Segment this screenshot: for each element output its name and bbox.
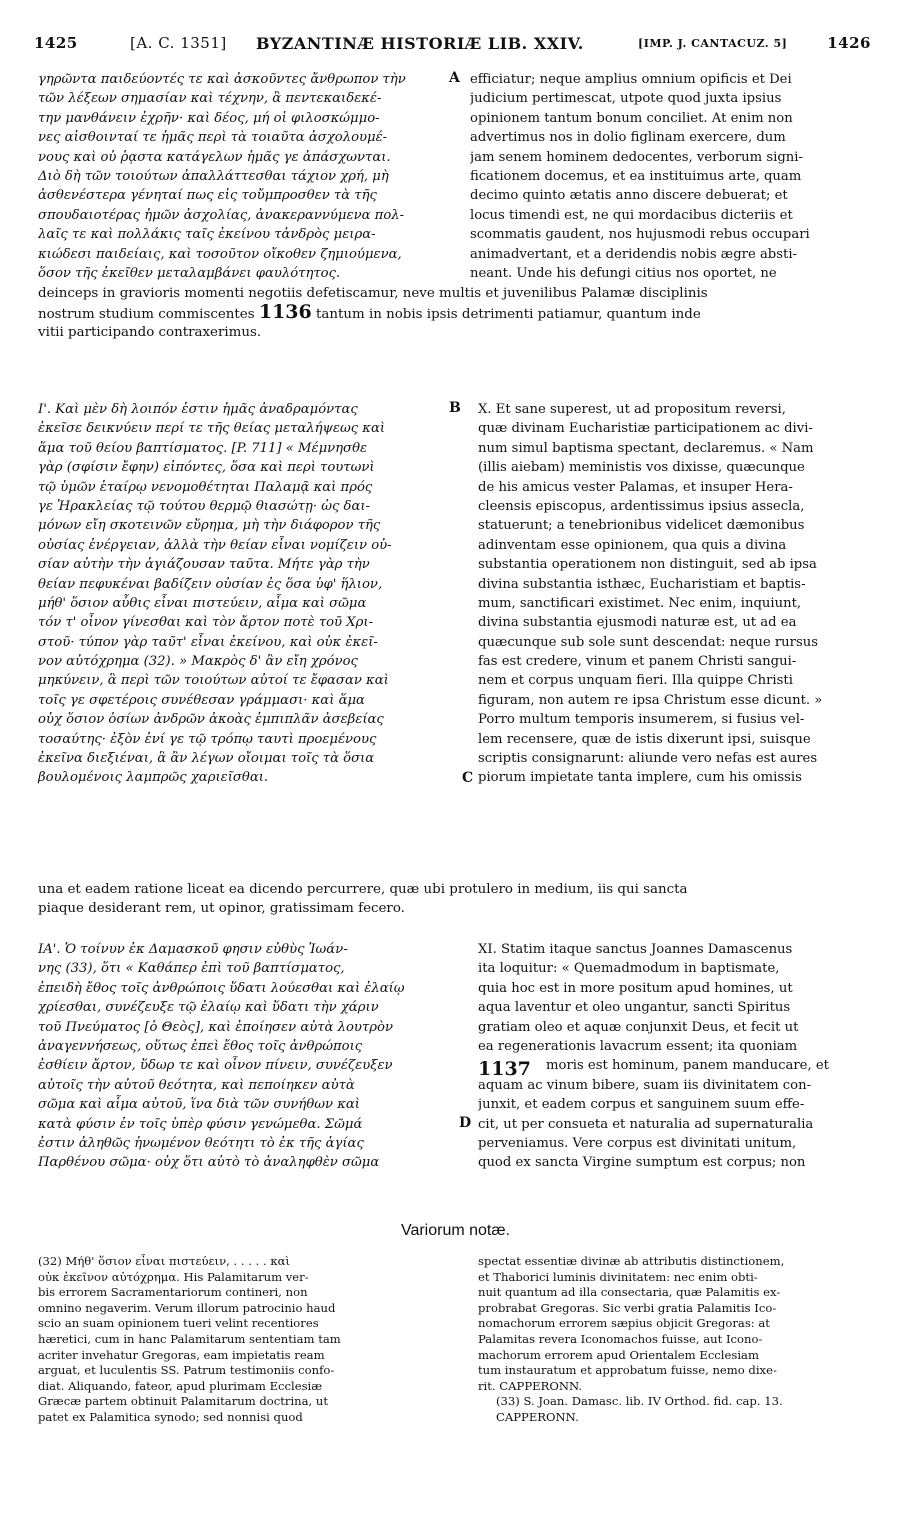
text-line: οὐκ ἐκεῖνον αὐτόχρημα. His Palamitarum ver- — [38, 1269, 309, 1284]
text-line: κιώδεσι παιδείαις, καὶ τοσοῦτον οἴκοθεν ζημιούμενα, — [38, 246, 402, 262]
text-line: τοῖς γε σφετέροις συνέθεσαν γράμμασι· καὶ ἅμα — [38, 692, 365, 708]
right-page-number: 1426 — [827, 34, 871, 52]
text-line: Ι'. Καὶ μὲν δὴ λοιπόν ἐστιν ἡμᾶς ἀναδραμόντας — [38, 402, 358, 417]
text-line: ἐκεῖνα διεξιέναι, ἃ ἂν λέγων οἴοιμαι τοῖς τὰ ὅσια — [38, 751, 375, 767]
margin-letter-d: D — [459, 1115, 472, 1131]
text-line: scommatis gaudent, nos hujusmodi rebus occupari — [470, 227, 810, 243]
text-line: perveniamus. Vere corpus est divinitati unitum, — [478, 1135, 797, 1151]
text-line: τόν τ' οἶνον γίνεσθαι καὶ τὸν ἄρτον ποτὲ τοῦ Χρι- — [38, 615, 374, 631]
text-line: decimo quinto ætatis anno discere debuerat; et — [470, 188, 788, 204]
text-line: piorum impietate tanta implere, cum his omissis — [478, 770, 802, 786]
text-line: advertimus nos in dolio figlinam exercere, dum — [470, 130, 786, 146]
header-title: BYZANTINÆ HISTORIÆ LIB. XXIV. — [256, 34, 584, 53]
text-line: Διὸ δὴ τῶν τοιούτων ἀπαλλάττεσθαι τάχιον χρή, μὴ — [38, 168, 389, 184]
text-line: λαῖς τε καὶ πολλάκις ταῖς ἐκείνου τἀνδρὸς μειρα- — [38, 227, 376, 243]
text-line: aquam ac vinum bibere, suam iis divinitatem con- — [478, 1077, 812, 1093]
text-line: σίαν αὐτὴν τὴν ἁγιάζουσαν ταῦτα. Μήτε γὰρ τὴν — [38, 557, 370, 573]
text-line: μόνων εἴη σκοτεινῶν εὕρημα, μὴ τὴν διάφορον τῆς — [38, 518, 381, 534]
text-line: τῶν λέξεων σημασίαν καὶ τέχνην, ἃ πεντεκαιδεκέ- — [38, 91, 382, 107]
text-line: νης (33), ὅτι « Καθάπερ ἐπὶ τοῦ βαπτίσματος, — [38, 961, 345, 977]
header-date: [A. C. 1351] — [130, 34, 227, 52]
text-line: statuerunt; a tenebrionibus videlicet dæmonibus — [478, 518, 805, 534]
full-line: piaque desiderant rem, ut opinor, gratissimam fecero. — [38, 901, 405, 917]
text-line: γε Ἡρακλείας τῷ τούτου θερμῷ θιασώτῃ· ὡς δαι- — [38, 498, 371, 514]
text-line: σπουδαιοτέρας ἡμῶν ἀσχολίας, ἀνακεραννύμενα πολ- — [38, 207, 405, 223]
text-line: opinionem tantum bonum conciliet. At enim non — [470, 110, 793, 126]
margin-letter-c: C — [462, 770, 474, 786]
text-line: quia hoc est in more positum apud homines, ut — [478, 980, 793, 996]
text-line: cleensis episcopus, ardentissimus ipsius assecla, — [478, 498, 805, 514]
header-emperor: [IMP. J. CANTACUZ. 5] — [638, 37, 788, 50]
text-line: τοῦ Πνεύματος [ὁ Θεὸς], καὶ ἐποίησεν αὐτὰ λουτρὸν — [38, 1019, 393, 1035]
text-line: num simul baptisma spectant, declaremus. « Nam — [478, 440, 814, 456]
full-line: deinceps in gravioris momenti negotiis defetiscamur, neve multis et juvenilibus Palamæ disciplinis — [38, 286, 708, 301]
text-line: cit, ut per consueta et naturalia ad supernaturalia — [478, 1116, 814, 1132]
text-line: nem et corpus unquam fieri. Illa quippe Christi — [478, 673, 793, 689]
full-line: vitii participando contraxerimus. — [38, 324, 262, 340]
text-line: ΙΑ'. Ὁ τοίνυν ἐκ Δαμασκοῦ φησιν εὐθὺς Ἰωάν- — [38, 942, 348, 957]
text-line: ea regenerationis lavacrum essent; ita quoniam — [478, 1038, 798, 1054]
latin-column-a — [470, 70, 880, 283]
running-header — [34, 34, 871, 58]
latin-column-c — [478, 940, 880, 1173]
text-line: γηρῶντα παιδεύοντές τε καὶ ἀσκοῦντες ἄνθρωπον τὴν — [38, 72, 406, 87]
text-line: στοῦ· τύπον γὰρ ταῦτ' εἶναι ἐκείνου, καὶ οὐκ ἐκεῖ- — [38, 634, 378, 650]
text-line: οὐχ ὅσιον ὁσίων ἀνδρῶν ἀκοὰς ἐμπιπλᾶν ἀσεβείας — [38, 712, 384, 728]
text-line: neant. Unde his defungi citius nos oportet, ne — [470, 265, 777, 281]
text-line: (32) Μήθ' ὅσιον εἶναι πιστεύειν, . . . . . καὶ — [38, 1254, 290, 1268]
text-line: κατὰ φύσιν ἐν τοῖς ὑπὲρ φύσιν γενώμεθα. Σῶμά — [38, 1116, 363, 1132]
text-line: hæretici, cum in hanc Palamitarum sententiam tam — [38, 1331, 341, 1346]
latin-column-b — [478, 400, 880, 788]
text-line: XI. Statim itaque sanctus Joannes Damascenus — [478, 942, 793, 957]
text-line: τοσαύτης· ἐξὸν ἐνί γε τῷ τρόπῳ ταυτὶ προεμένους — [38, 731, 377, 747]
text-line: quæcunque sub sole sunt descendat: neque rursus — [478, 634, 818, 650]
text-line: Παρθένου σῶμα· οὐχ ὅτι αὐτὸ τὸ ἀναληφθὲν σῶμα — [38, 1155, 380, 1171]
full-width-text-b — [38, 880, 876, 919]
text-line: ita loquitur: « Quemadmodum in baptismate, — [478, 961, 780, 977]
text-line: bis errorem Sacramentariorum contineri, non — [38, 1285, 308, 1300]
text-line: nuit quantum ad illa consectaria, quæ Palamitis ex- — [478, 1285, 781, 1300]
text-line: de his amicus vester Palamas, et insuper Hera- — [478, 479, 793, 495]
text-line: αὐτοῖς τὴν αὐτοῦ θεότητα, καὶ πεποίηκεν αὐτὰ — [38, 1077, 355, 1093]
text-line: οὐσίας ἐνέργειαν, ἀλλὰ τὴν θείαν εἶναι νομίζειν οὐ- — [38, 537, 392, 553]
text-line: χρίεσθαι, συνέζευξε τῷ ἐλαίῳ καὶ ὕδατι τὴν χάριν — [38, 1000, 379, 1016]
text-line: σῶμα καὶ αἷμα αὐτοῦ, ἵνα διὰ τῶν συνήθων καὶ — [38, 1097, 360, 1113]
text-line: locus timendi est, ne qui mordacibus dicteriis et — [470, 207, 793, 223]
text-line: divina substantia ejusmodi naturæ est, ut ad ea — [478, 615, 797, 631]
greek-column-a — [38, 70, 456, 283]
full-line-suffix: tantum in nobis ipsis detrimenti patiamur, quantum inde — [316, 307, 701, 323]
notes-left-column — [38, 1254, 453, 1426]
text-line: Porro multum temporis insumerem, si fusius vel- — [478, 712, 805, 728]
text-line: nomachorum errorem sæpius objicit Gregoras: at — [478, 1316, 770, 1331]
text-line: rit. CAPPERONN. — [478, 1378, 583, 1393]
text-line: figuram, non autem re ipsa Christum esse dicunt. » — [478, 692, 823, 708]
text-line: arguat, et luculentis SS. Patrum testimoniis confo- — [38, 1363, 335, 1378]
full-width-text-a — [38, 284, 876, 342]
full-line-prefix: nostrum studium commiscentes — [38, 307, 255, 323]
text-line: patet ex Palamitica synodo; sed nonnisi quod — [38, 1409, 303, 1424]
column-number: 1136 — [258, 301, 312, 324]
text-line: spectat essentiæ divinæ ab attributis distinctionem, — [478, 1254, 785, 1268]
margin-letter-b: B — [449, 400, 461, 416]
text-line: ἅμα τοῦ θείου βαπτίσματος. [P. 711] « Μέμνησθε — [38, 440, 368, 456]
notes-right-column — [478, 1254, 880, 1426]
text-line: θείαν πεφυκέναι βαδίζειν οὐσίαν ἐς ὅσα ὑφ' ἥλιον, — [38, 576, 383, 592]
text-line: (illis aiebam) meministis vos dixisse, quæcunque — [478, 460, 805, 476]
text-line: mum, sanctificari existimet. Nec enim, inquiunt, — [478, 595, 802, 611]
text-line: quæ divinam Eucharistiæ participationem ac divi- — [478, 421, 813, 437]
text-line: acriter invehatur Gregoras, eam impietatis ream — [38, 1347, 325, 1362]
notes-heading: Variorum notæ. — [400, 1222, 511, 1239]
text-line: ἐπειδὴ ἔθος τοῖς ἀνθρώποις ὕδατι λούεσθαι καὶ ἐλαίῳ — [38, 980, 405, 996]
text-line: et Thaborici luminis divinitatem: nec enim obti- — [478, 1269, 758, 1284]
text-line: νες αἰσθοινταί τε ἡμᾶς περὶ τὰ τοιαῦτα ἀσχολουμέ- — [38, 130, 388, 146]
text-line: probrabat Gregoras. Sic verbi gratia Palamitis Ico- — [478, 1300, 777, 1315]
greek-column-c — [38, 940, 456, 1173]
text-line: quod ex sancta Virgine sumptum est corpus; non — [478, 1155, 806, 1171]
text-line: scio an suam opinionem tueri velint recentiores — [38, 1316, 319, 1331]
text-line: X. Et sane superest, ut ad propositum reversi, — [478, 402, 786, 417]
text-line: jam senem hominem dedocentes, verborum signi- — [470, 149, 803, 165]
margin-letter-a: A — [449, 70, 460, 86]
text-line: machorum errorem apud Orientalem Ecclesiam — [478, 1347, 759, 1362]
text-line: τῷ ὑμῶν ἑταίρῳ νενομοθέτηται Παλαμᾷ καὶ πρός — [38, 479, 373, 495]
text-line: γὰρ (σφίσιν ἔφην) εἰπόντες, ὅσα καὶ περὶ τουτωνὶ — [38, 460, 375, 476]
text-line: ficationem docemus, et ea instituimus arte, quam — [470, 168, 802, 184]
full-line: una et eadem ratione liceat ea dicendo percurrere, quæ ubi protulero in medium, iis qui sancta — [38, 882, 688, 897]
text-line: ἀσθενέστερα γένηταί πως εἰς τοὔμπροσθεν τὰ τῆς — [38, 188, 377, 204]
text-line: fas est credere, vinum et panem Christi sangui- — [478, 654, 797, 670]
text-line: scriptis consignarunt: aliunde vero nefas est aures — [478, 751, 818, 767]
note-33-line: CAPPERONN. — [496, 1409, 579, 1424]
text-line: substantia operationem non distinguit, sed ab ipsa — [478, 557, 817, 573]
text-line: efficiatur; neque amplius omnium opificis et Dei — [470, 72, 792, 87]
text-line: diat. Aliquando, fateor, apud plurimam Ecclesiæ — [38, 1378, 323, 1393]
text-line: adinventam esse opinionem, qua quis a divina — [478, 537, 787, 553]
text-line: judicium pertimescat, utpote quod juxta ipsius — [470, 91, 782, 107]
text-line: βουλομένοις λαμπρῶς χαριεῖσθαι. — [38, 770, 269, 786]
greek-column-b — [38, 400, 456, 788]
text-line: ὅσον τῆς ἐκεῖθεν μεταλαμβάνει φαυλότητος. — [38, 265, 341, 281]
text-line: moris est hominum, panem manducare, et — [546, 1058, 829, 1074]
text-line: νον αὐτόχρημα (32). » Μακρὸς δ' ἂν εἴη χρόνος — [38, 654, 358, 670]
text-line: ἀναγεννήσεως, οὕτως ἐπεὶ ἔθος τοῖς ἀνθρώποις — [38, 1038, 363, 1054]
text-line: ἐκεῖσε δεικνύειν περί τε τῆς θείας μεταλήψεως καὶ — [38, 421, 386, 437]
text-line: ἐσθίειν ἄρτον, ὕδωρ τε καὶ οἶνον πίνειν, συνέζευξεν — [38, 1058, 393, 1074]
text-line: divina substantia isthæc, Eucharistiam et baptis- — [478, 576, 806, 592]
text-line: animadvertant, et a deridendis nobis ægre absti- — [470, 246, 797, 262]
text-line: aqua laventur et oleo ungantur, sancti Spiritus — [478, 1000, 791, 1016]
text-line: junxit, et eadem corpus et sanguinem suum effe- — [478, 1097, 805, 1113]
text-line: Palamitas revera Iconomachos fuisse, aut Icono- — [478, 1331, 763, 1346]
text-line: ἐστιν ἀληθῶς ἡνωμένον θεότητι τὸ ἐκ τῆς ἁγίας — [38, 1135, 364, 1151]
column-number-1137: 1137 — [478, 1058, 531, 1080]
text-line: gratiam oleo et aquæ conjunxit Deus, et fecit ut — [478, 1019, 799, 1035]
text-line: tum instauratum et approbatum fuisse, nemo dixe- — [478, 1363, 777, 1378]
text-line: lem recensere, quæ de istis dixerunt ipsi, suisque — [478, 731, 811, 747]
left-page-number: 1425 — [34, 34, 78, 52]
text-line: omnino negaverim. Verum illorum patrocinio haud — [38, 1300, 336, 1315]
note-33-line: (33) S. Joan. Damasc. lib. IV Orthod. fid. cap. 13. — [496, 1394, 783, 1409]
full-line — [38, 303, 876, 322]
text-line: μηκύνειν, ἃ περὶ τῶν τοιούτων αὐτοί τε ἔφασαν καὶ — [38, 673, 389, 689]
text-line: Græcæ partem obtinuit Palamitarum doctrina, ut — [38, 1394, 329, 1409]
text-line: μήθ' ὅσιον αὖθις εἶναι πιστεύειν, αἷμα καὶ σῶμα — [38, 595, 367, 611]
text-line: νους καὶ οὐ ῥᾳστα κατάγελων ἡμᾶς γε ἀπάσχωνται. — [38, 149, 391, 165]
text-line: την μανθάνειν ἐχρῆν· καὶ δέος, μή οἱ φιλοσκώμμο- — [38, 110, 380, 126]
